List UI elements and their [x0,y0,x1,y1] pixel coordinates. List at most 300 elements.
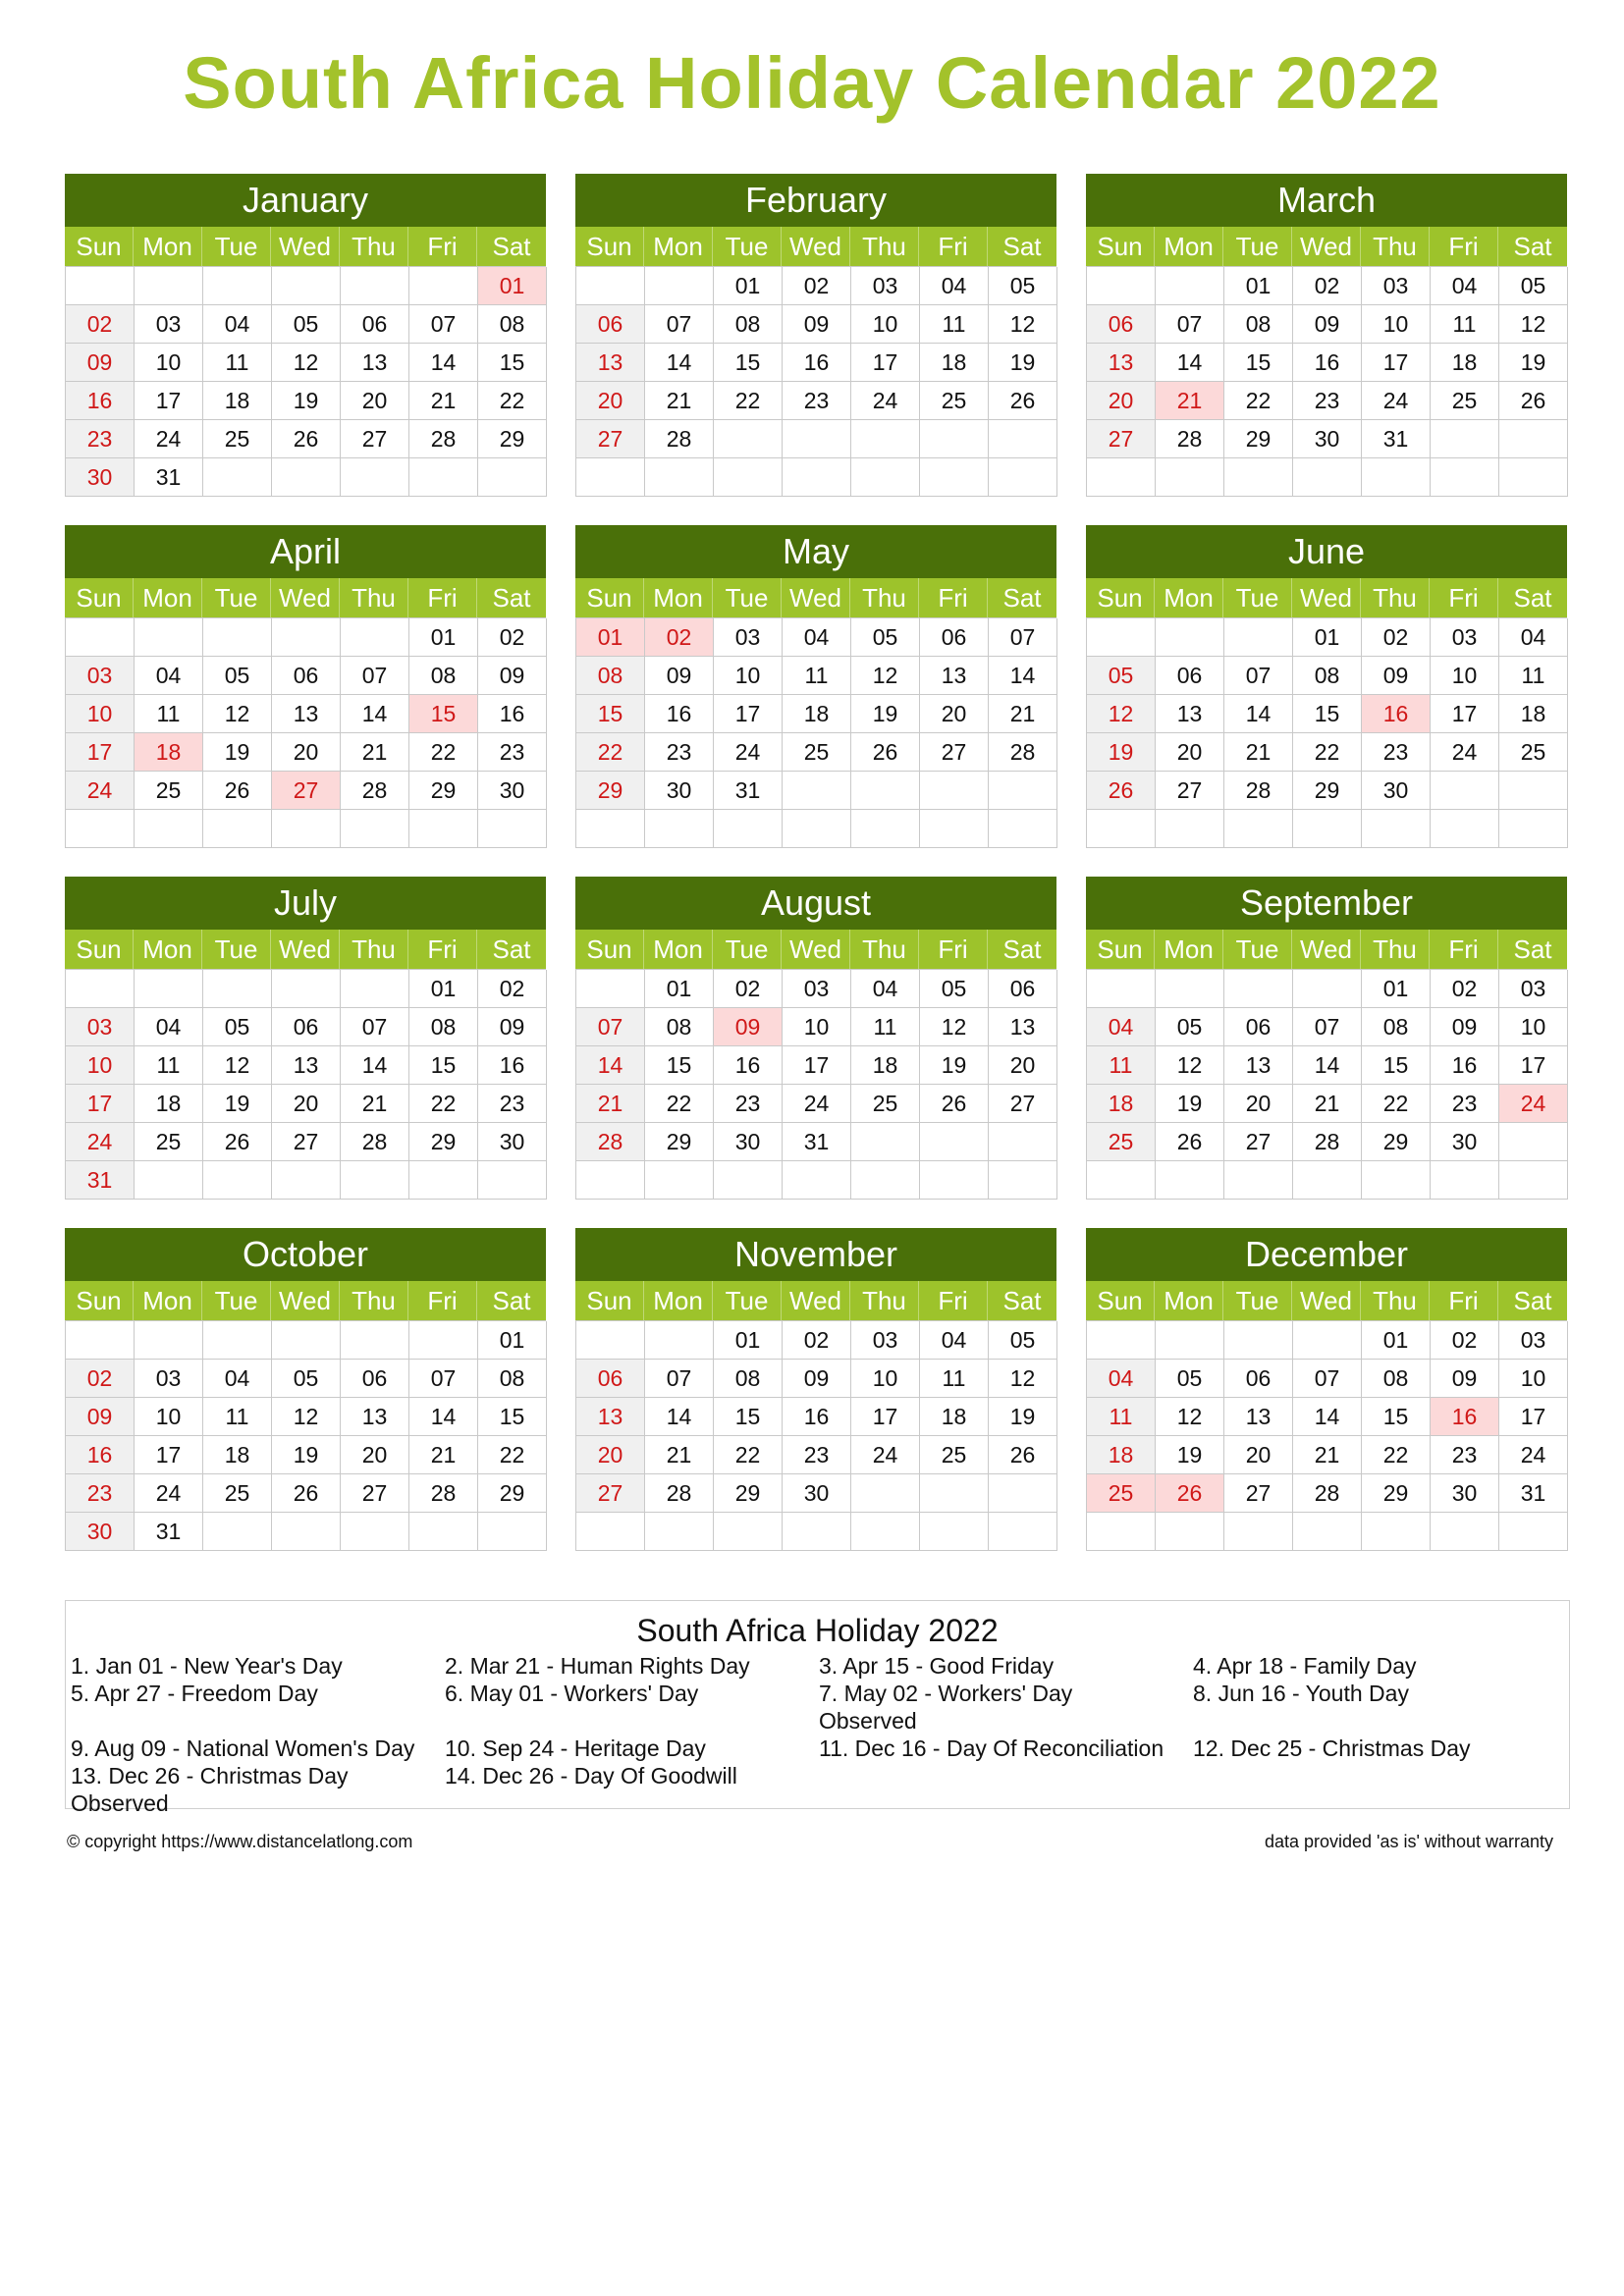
day-cell: 21 [989,695,1057,733]
weekday-label: Wed [1292,578,1361,617]
weekday-label: Fri [919,1281,988,1320]
day-cell: 31 [66,1161,135,1200]
day-cell: 13 [989,1008,1057,1046]
day-cell: 28 [409,420,478,458]
day-cell: 22 [409,733,478,772]
day-cell: 06 [272,657,341,695]
day-cell: 17 [714,695,783,733]
day-cell: 08 [478,1360,547,1398]
day-cell: 13 [1156,695,1224,733]
weekday-label: Fri [408,578,477,617]
empty-cell [66,810,135,848]
empty-cell [1293,810,1362,848]
weekday-label: Sat [1513,232,1552,261]
day-cell: 27 [576,1474,645,1513]
day-cell: 24 [1499,1436,1568,1474]
empty-cell [783,1161,851,1200]
day-cell: 09 [1431,1360,1499,1398]
empty-cell [851,1474,920,1513]
weekday-label: Thu [340,1281,408,1320]
day-cell: 01 [1293,618,1362,657]
day-cell: 18 [203,382,272,420]
day-cell: 14 [1224,695,1293,733]
empty-cell [714,420,783,458]
day-cell: 15 [1362,1398,1431,1436]
day-cell: 30 [478,772,547,810]
day-cell: 26 [1156,1474,1224,1513]
day-cell: 09 [714,1008,783,1046]
holiday-item: 6. May 01 - Workers' Day [445,1681,699,1706]
empty-cell [1499,1123,1568,1161]
empty-cell [1224,1321,1293,1360]
day-cell: 10 [851,1360,920,1398]
holiday-item: 10. Sep 24 - Heritage Day [445,1735,706,1761]
day-cell: 28 [1293,1123,1362,1161]
day-cell: 05 [989,1321,1057,1360]
day-cell: 11 [203,344,272,382]
day-cell: 06 [989,970,1057,1008]
day-cell: 16 [645,695,714,733]
day-cell: 08 [409,657,478,695]
day-cell: 10 [135,344,203,382]
day-cell: 14 [645,344,714,382]
empty-cell [409,267,478,305]
day-cell: 03 [66,657,135,695]
day-cell: 29 [1362,1123,1431,1161]
empty-cell [203,1321,272,1360]
day-cell: 24 [1499,1085,1568,1123]
day-cell: 30 [66,458,135,497]
empty-cell [783,772,851,810]
day-cell: 28 [989,733,1057,772]
empty-cell [409,1513,478,1551]
empty-cell [851,772,920,810]
day-cell: 13 [1224,1398,1293,1436]
day-cell: 22 [409,1085,478,1123]
day-cell: 03 [1362,267,1431,305]
weekday-label: Mon [1155,227,1223,266]
empty-cell [989,1123,1057,1161]
weekday-label: Mon [134,1281,202,1320]
day-cell: 18 [1499,695,1568,733]
month-november [575,1228,1056,1551]
empty-cell [851,810,920,848]
day-cell: 23 [478,1085,547,1123]
day-cell: 05 [1499,267,1568,305]
day-cell: 04 [1431,267,1499,305]
weekday-label: Mon [644,930,713,969]
empty-cell [203,458,272,497]
day-cell: 02 [66,1360,135,1398]
day-cell: 04 [1087,1360,1156,1398]
day-cell: 04 [1499,618,1568,657]
day-cell: 14 [989,657,1057,695]
empty-cell [1087,1161,1156,1200]
weekday-label: Thu [340,578,408,617]
day-cell: 01 [714,267,783,305]
weekday-label: Mon [134,227,202,266]
weekday-label: Thu [1361,227,1430,266]
empty-cell [920,1123,989,1161]
day-cell: 30 [478,1123,547,1161]
month-february [575,174,1056,497]
empty-cell [203,1513,272,1551]
day-cell: 16 [478,1046,547,1085]
weekday-label: Fri [408,930,477,969]
day-grid [65,617,546,848]
day-cell: 27 [920,733,989,772]
day-cell: 04 [203,1360,272,1398]
day-cell: 26 [203,772,272,810]
empty-cell [1156,618,1224,657]
day-cell: 09 [66,1398,135,1436]
day-cell: 28 [409,1474,478,1513]
day-cell: 06 [341,305,409,344]
weekday-header-row [65,1281,546,1320]
weekday-label: Wed [1292,930,1361,969]
day-cell: 01 [409,970,478,1008]
day-cell: 25 [1431,382,1499,420]
day-cell: 21 [576,1085,645,1123]
day-cell: 12 [1156,1398,1224,1436]
weekday-header-row [65,930,546,969]
day-cell: 04 [783,618,851,657]
day-cell: 07 [1156,305,1224,344]
empty-cell [203,618,272,657]
empty-cell [576,458,645,497]
day-cell: 09 [1362,657,1431,695]
empty-cell [1293,1321,1362,1360]
empty-cell [1087,458,1156,497]
copyright-text: © copyright https://www.distancelatlong.com [67,1832,413,1851]
weekday-label: Tue [1223,227,1292,266]
day-cell: 18 [920,1398,989,1436]
day-cell: 12 [989,1360,1057,1398]
empty-cell [272,1321,341,1360]
day-cell: 05 [1087,657,1156,695]
day-cell: 15 [1362,1046,1431,1085]
day-cell: 12 [1087,695,1156,733]
holiday-item: 3. Apr 15 - Good Friday [819,1653,1055,1679]
day-cell: 22 [1224,382,1293,420]
empty-cell [1499,810,1568,848]
empty-cell [783,420,851,458]
day-cell: 04 [920,267,989,305]
day-cell: 24 [1431,733,1499,772]
day-cell: 28 [645,1474,714,1513]
day-cell: 01 [645,970,714,1008]
day-cell: 09 [1431,1008,1499,1046]
day-cell: 17 [1499,1046,1568,1085]
holiday-item: 1. Jan 01 - New Year's Day [71,1653,343,1679]
empty-cell [645,1513,714,1551]
weekday-label: Thu [340,227,408,266]
empty-cell [66,970,135,1008]
day-cell: 20 [920,695,989,733]
weekday-label: Thu [1361,930,1430,969]
weekday-label: Mon [134,578,202,617]
day-cell: 08 [1293,657,1362,695]
weekday-label: Fri [1430,930,1498,969]
day-cell: 20 [341,382,409,420]
day-cell: 30 [1431,1474,1499,1513]
empty-cell [1156,267,1224,305]
day-cell: 17 [135,382,203,420]
weekday-header-row [575,1281,1056,1320]
day-cell: 02 [478,618,547,657]
day-cell: 08 [714,1360,783,1398]
empty-cell [714,458,783,497]
day-cell: 31 [135,458,203,497]
weekday-label: Mon [134,930,202,969]
empty-cell [1362,1161,1431,1200]
empty-cell [645,810,714,848]
day-cell: 07 [989,618,1057,657]
day-cell: 24 [135,1474,203,1513]
day-cell: 23 [478,733,547,772]
weekday-label: Wed [1292,227,1361,266]
day-cell: 21 [409,1436,478,1474]
empty-cell [341,1513,409,1551]
empty-cell [478,810,547,848]
day-cell: 08 [1362,1008,1431,1046]
empty-cell [989,458,1057,497]
day-cell: 16 [783,1398,851,1436]
day-cell: 08 [1224,305,1293,344]
weekday-label: Sat [1513,583,1552,613]
day-cell: 04 [203,305,272,344]
day-cell: 28 [341,772,409,810]
weekday-label: Tue [202,578,271,617]
empty-cell [341,1161,409,1200]
day-cell: 15 [1224,344,1293,382]
weekday-label: Mon [644,578,713,617]
day-cell: 11 [783,657,851,695]
day-cell: 28 [1156,420,1224,458]
day-cell: 25 [851,1085,920,1123]
day-cell: 01 [409,618,478,657]
day-cell: 16 [1362,695,1431,733]
day-cell: 06 [576,305,645,344]
day-cell: 24 [783,1085,851,1123]
weekday-label: Sun [575,1281,644,1320]
day-cell: 02 [645,618,714,657]
day-cell: 03 [1499,970,1568,1008]
weekday-label: Sat [1002,1286,1042,1315]
day-grid [1086,969,1567,1200]
day-cell: 01 [478,267,547,305]
day-cell: 19 [989,344,1057,382]
holiday-item: 14. Dec 26 - Day Of Goodwill [445,1763,737,1789]
day-cell: 25 [135,772,203,810]
page-title: South Africa Holiday Calendar 2022 [183,42,1441,124]
day-cell: 05 [203,1008,272,1046]
day-cell: 03 [66,1008,135,1046]
day-cell: 15 [478,344,547,382]
day-cell: 21 [341,1085,409,1123]
empty-cell [714,1161,783,1200]
month-june [1086,525,1567,848]
day-cell: 03 [783,970,851,1008]
day-cell: 22 [1293,733,1362,772]
weekday-label: Sat [492,1286,531,1315]
weekday-label: Wed [271,578,340,617]
day-cell: 15 [478,1398,547,1436]
empty-cell [851,1161,920,1200]
weekday-label: Tue [713,1281,782,1320]
day-cell: 17 [66,1085,135,1123]
weekday-label: Fri [1430,227,1498,266]
day-cell: 31 [1499,1474,1568,1513]
day-cell: 12 [272,344,341,382]
weekday-label: Sun [1086,227,1155,266]
empty-cell [272,618,341,657]
empty-cell [1362,810,1431,848]
empty-cell [851,1513,920,1551]
day-cell: 25 [135,1123,203,1161]
day-grid [65,1320,546,1551]
empty-cell [920,1161,989,1200]
empty-cell [989,1161,1057,1200]
day-cell: 25 [1087,1123,1156,1161]
empty-cell [66,618,135,657]
day-cell: 17 [851,1398,920,1436]
empty-cell [1362,458,1431,497]
day-cell: 20 [1087,382,1156,420]
weekday-label: Mon [1155,1281,1223,1320]
day-cell: 01 [714,1321,783,1360]
weekday-label: Tue [1223,1281,1292,1320]
day-cell: 08 [478,305,547,344]
day-cell: 03 [714,618,783,657]
day-cell: 15 [409,1046,478,1085]
weekday-label: Wed [782,578,850,617]
weekday-label: Thu [1361,1281,1430,1320]
empty-cell [920,1513,989,1551]
day-cell: 30 [1293,420,1362,458]
empty-cell [645,458,714,497]
day-cell: 30 [66,1513,135,1551]
weekday-label: Sat [1002,583,1042,613]
day-cell: 09 [66,344,135,382]
empty-cell [1431,810,1499,848]
empty-cell [66,267,135,305]
day-cell: 23 [66,420,135,458]
empty-cell [409,458,478,497]
day-cell: 29 [478,1474,547,1513]
empty-cell [135,810,203,848]
empty-cell [341,970,409,1008]
day-cell: 29 [409,1123,478,1161]
day-cell: 14 [341,1046,409,1085]
weekday-label: Wed [1292,1281,1361,1320]
weekday-header-row [575,930,1056,969]
day-cell: 31 [135,1513,203,1551]
empty-cell [1087,970,1156,1008]
day-cell: 01 [576,618,645,657]
day-cell: 15 [576,695,645,733]
day-cell: 15 [714,344,783,382]
day-cell: 21 [1156,382,1224,420]
day-cell: 06 [1224,1360,1293,1398]
day-cell: 14 [1156,344,1224,382]
day-cell: 25 [1087,1474,1156,1513]
empty-cell [576,810,645,848]
weekday-label: Tue [713,578,782,617]
holiday-item: 2. Mar 21 - Human Rights Day [445,1653,750,1679]
day-cell: 23 [1431,1436,1499,1474]
month-title: March [1086,174,1567,227]
day-cell: 02 [478,970,547,1008]
weekday-label: Wed [782,1281,850,1320]
day-cell: 24 [714,733,783,772]
weekday-label: Fri [1430,1281,1498,1320]
day-cell: 27 [341,1474,409,1513]
day-cell: 20 [272,733,341,772]
day-cell: 03 [135,305,203,344]
holiday-item: 12. Dec 25 - Christmas Day [1193,1735,1471,1761]
day-cell: 15 [409,695,478,733]
day-cell: 16 [1293,344,1362,382]
day-cell: 18 [1087,1436,1156,1474]
weekday-header-row [575,227,1056,266]
day-cell: 23 [783,382,851,420]
day-cell: 24 [851,382,920,420]
day-cell: 09 [645,657,714,695]
day-cell: 19 [1156,1436,1224,1474]
empty-cell [203,1161,272,1200]
day-cell: 19 [1156,1085,1224,1123]
month-title: December [1086,1228,1567,1281]
day-cell: 29 [478,420,547,458]
day-cell: 05 [851,618,920,657]
day-cell: 30 [714,1123,783,1161]
empty-cell [783,810,851,848]
day-cell: 26 [920,1085,989,1123]
month-title: April [65,525,546,578]
day-cell: 13 [920,657,989,695]
empty-cell [989,1474,1057,1513]
day-cell: 11 [1087,1046,1156,1085]
weekday-label: Sat [1513,1286,1552,1315]
day-cell: 22 [478,1436,547,1474]
day-cell: 29 [1224,420,1293,458]
day-cell: 21 [645,382,714,420]
weekday-label: Fri [408,227,477,266]
weekday-label: Sun [575,930,644,969]
day-cell: 02 [66,305,135,344]
day-cell: 19 [1499,344,1568,382]
day-cell: 03 [135,1360,203,1398]
day-cell: 10 [66,695,135,733]
holiday-item: 9. Aug 09 - National Women's Day [71,1735,415,1761]
empty-cell [272,810,341,848]
day-cell: 23 [783,1436,851,1474]
empty-cell [1499,1161,1568,1200]
day-cell: 29 [714,1474,783,1513]
day-cell: 23 [1431,1085,1499,1123]
empty-cell [1156,458,1224,497]
day-cell: 17 [1499,1398,1568,1436]
empty-cell [272,1161,341,1200]
empty-cell [135,618,203,657]
day-cell: 22 [1362,1085,1431,1123]
day-cell: 26 [989,382,1057,420]
weekday-label: Sun [1086,578,1155,617]
day-cell: 04 [920,1321,989,1360]
weekday-label: Thu [850,578,919,617]
day-cell: 03 [1431,618,1499,657]
